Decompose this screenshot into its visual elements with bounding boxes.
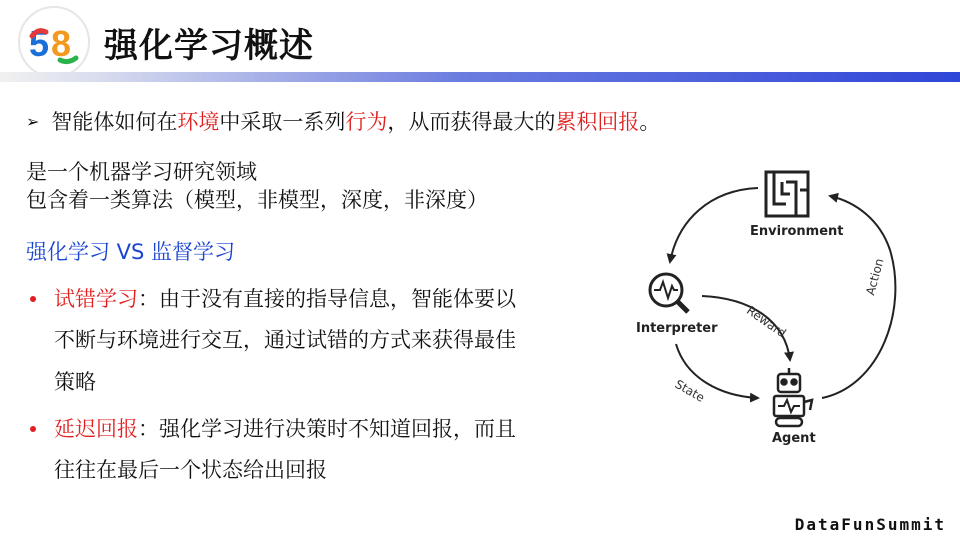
bullet-dot-icon bbox=[30, 296, 36, 302]
intro-highlight-return: 累积回报 bbox=[555, 110, 640, 134]
env-to-interpreter-arrow bbox=[670, 188, 758, 262]
bullet-1-text: ：由于没有直接的指导信息，智能体要以 bbox=[138, 287, 516, 311]
bullet-2-line-1 bbox=[54, 415, 516, 443]
description-line-1: 是一个机器学习研究领域 bbox=[26, 160, 257, 184]
maze-icon bbox=[766, 172, 808, 216]
page-title: 强化学习概述 bbox=[104, 26, 314, 66]
bullet-2-text: ：强化学习进行决策时不知道回报，而且 bbox=[138, 417, 516, 441]
footer-brand: DataFunSummit bbox=[794, 515, 946, 534]
intro-highlight-action: 行为 bbox=[345, 110, 388, 134]
bullet-1-term: 试错学习 bbox=[54, 287, 138, 311]
state-label: State bbox=[672, 376, 708, 405]
bullet-1-line-1 bbox=[54, 285, 516, 313]
intro-line bbox=[26, 108, 660, 136]
logo bbox=[18, 6, 90, 78]
header-bar bbox=[0, 72, 960, 82]
intro-seg: ，从而获得最大的 bbox=[387, 110, 556, 134]
svg-text:8: 8 bbox=[51, 23, 72, 64]
action-label: Action bbox=[863, 256, 887, 297]
bullet-1-line-3: 策略 bbox=[54, 370, 96, 394]
agent-label: Agent bbox=[772, 431, 816, 446]
intro-highlight-environment: 环境 bbox=[177, 110, 220, 134]
comparison-heading: 强化学习 VS 监督学习 bbox=[26, 240, 236, 264]
svg-text:5: 5 bbox=[29, 23, 50, 64]
bullet-dot-icon bbox=[30, 426, 36, 432]
bullet-2-line-2: 往往在最后一个状态给出回报 bbox=[54, 458, 327, 482]
description-line-2: 包含着一类算法（模型，非模型，深度，非深度） bbox=[26, 188, 488, 212]
intro-seg: 中采取一系列 bbox=[219, 110, 346, 134]
arrow-bullet-icon: ➢ bbox=[26, 112, 40, 131]
bullet-1-line-2: 不断与环境进行交互，通过试错的方式来获得最佳 bbox=[54, 328, 516, 352]
intro-seg: 智能体如何在 bbox=[51, 110, 178, 134]
intro-seg: 。 bbox=[639, 110, 661, 134]
reward-label: Reward bbox=[743, 303, 789, 341]
rl-cycle-diagram bbox=[620, 160, 950, 460]
bullet-2-term: 延迟回报 bbox=[54, 417, 138, 441]
robot-icon bbox=[774, 368, 812, 426]
interpreter-label: Interpreter bbox=[636, 321, 718, 336]
environment-label: Environment bbox=[750, 224, 844, 239]
magnifier-icon bbox=[650, 274, 688, 312]
